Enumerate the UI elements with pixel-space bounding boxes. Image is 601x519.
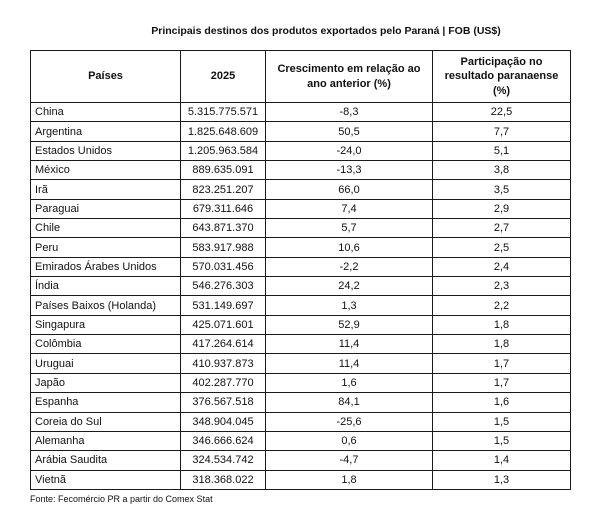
growth-cell: -24,0 bbox=[266, 142, 433, 161]
exports-2025-cell: 346.666.624 bbox=[181, 432, 266, 451]
share-cell: 1,6 bbox=[433, 393, 571, 412]
exports-2025-cell: 425.071.601 bbox=[181, 316, 266, 335]
country-cell: Espanha bbox=[31, 393, 181, 412]
country-cell: Uruguai bbox=[31, 354, 181, 373]
country-cell: Peru bbox=[31, 238, 181, 257]
growth-cell: 84,1 bbox=[266, 393, 433, 412]
growth-cell: 66,0 bbox=[266, 180, 433, 199]
share-cell: 1,5 bbox=[433, 413, 571, 432]
table-row bbox=[31, 393, 571, 412]
exports-2025-cell: 546.276.303 bbox=[181, 277, 266, 296]
exports-2025-cell: 5.315.775.571 bbox=[181, 103, 266, 122]
share-cell: 7,7 bbox=[433, 122, 571, 141]
growth-cell: -4,7 bbox=[266, 451, 433, 470]
growth-cell: -8,3 bbox=[266, 103, 433, 122]
table-row bbox=[31, 103, 571, 122]
growth-cell: 7,4 bbox=[266, 200, 433, 219]
country-cell: México bbox=[31, 161, 181, 180]
header-share: Participação no resultado paranaense (%) bbox=[433, 51, 571, 103]
table-row bbox=[31, 296, 571, 315]
header-2025: 2025 bbox=[181, 51, 266, 103]
table-row bbox=[31, 258, 571, 277]
exports-2025-cell: 318.368.022 bbox=[181, 471, 266, 490]
source-note: Fonte: Fecomércio PR a partir do Comex Stat bbox=[30, 494, 213, 504]
country-cell: Vietnã bbox=[31, 471, 181, 490]
country-cell: Argentina bbox=[31, 122, 181, 141]
table-row bbox=[31, 432, 571, 451]
country-cell: Alemanha bbox=[31, 432, 181, 451]
growth-cell: -13,3 bbox=[266, 161, 433, 180]
share-cell: 1,8 bbox=[433, 316, 571, 335]
growth-cell: 24,2 bbox=[266, 277, 433, 296]
header-growth: Crescimento em relação ao ano anterior (%) bbox=[266, 51, 433, 103]
country-cell: Países Baixos (Holanda) bbox=[31, 296, 181, 315]
share-cell: 1,3 bbox=[433, 471, 571, 490]
growth-cell: 50,5 bbox=[266, 122, 433, 141]
share-cell: 3,8 bbox=[433, 161, 571, 180]
growth-cell: 0,6 bbox=[266, 432, 433, 451]
table-row bbox=[31, 200, 571, 219]
table-row bbox=[31, 335, 571, 354]
growth-cell: -25,6 bbox=[266, 413, 433, 432]
share-cell: 22,5 bbox=[433, 103, 571, 122]
growth-cell: 11,4 bbox=[266, 335, 433, 354]
table-title: Principais destinos dos produtos exportados pelo Paraná | FOB (US$) bbox=[151, 25, 501, 37]
table-row bbox=[31, 413, 571, 432]
table-row bbox=[31, 451, 571, 470]
exports-2025-cell: 376.567.518 bbox=[181, 393, 266, 412]
share-cell: 1,7 bbox=[433, 354, 571, 373]
exports-2025-cell: 402.287.770 bbox=[181, 374, 266, 393]
exports-table bbox=[30, 50, 571, 490]
growth-cell: 52,9 bbox=[266, 316, 433, 335]
exports-2025-cell: 889.635.091 bbox=[181, 161, 266, 180]
growth-cell: 11,4 bbox=[266, 354, 433, 373]
exports-2025-cell: 1.825.648.609 bbox=[181, 122, 266, 141]
exports-2025-cell: 324.534.742 bbox=[181, 451, 266, 470]
table-row bbox=[31, 471, 571, 490]
share-cell: 1,7 bbox=[433, 374, 571, 393]
growth-cell: 1,6 bbox=[266, 374, 433, 393]
country-cell: Irã bbox=[31, 180, 181, 199]
table-row bbox=[31, 142, 571, 161]
header-countries: Países bbox=[31, 51, 181, 103]
country-cell: Estados Unidos bbox=[31, 142, 181, 161]
share-cell: 3,5 bbox=[433, 180, 571, 199]
exports-2025-cell: 1.205.963.584 bbox=[181, 142, 266, 161]
table-row bbox=[31, 122, 571, 141]
share-cell: 2,3 bbox=[433, 277, 571, 296]
exports-2025-cell: 583.917.988 bbox=[181, 238, 266, 257]
table-row bbox=[31, 180, 571, 199]
share-cell: 1,5 bbox=[433, 432, 571, 451]
share-cell: 2,7 bbox=[433, 219, 571, 238]
country-cell: Índia bbox=[31, 277, 181, 296]
growth-cell: 1,8 bbox=[266, 471, 433, 490]
share-cell: 1,4 bbox=[433, 451, 571, 470]
table-header-row bbox=[31, 51, 571, 103]
table-row bbox=[31, 316, 571, 335]
table-row bbox=[31, 219, 571, 238]
country-cell: Paraguai bbox=[31, 200, 181, 219]
growth-cell: 1,3 bbox=[266, 296, 433, 315]
exports-2025-cell: 410.937.873 bbox=[181, 354, 266, 373]
share-cell: 2,4 bbox=[433, 258, 571, 277]
growth-cell: 10,6 bbox=[266, 238, 433, 257]
share-cell: 2,2 bbox=[433, 296, 571, 315]
growth-cell: 5,7 bbox=[266, 219, 433, 238]
table-row bbox=[31, 354, 571, 373]
share-cell: 2,5 bbox=[433, 238, 571, 257]
table-row bbox=[31, 374, 571, 393]
table-row bbox=[31, 238, 571, 257]
table-row bbox=[31, 161, 571, 180]
country-cell: China bbox=[31, 103, 181, 122]
exports-2025-cell: 348.904.045 bbox=[181, 413, 266, 432]
exports-2025-cell: 643.871.370 bbox=[181, 219, 266, 238]
exports-2025-cell: 823.251.207 bbox=[181, 180, 266, 199]
table-row bbox=[31, 277, 571, 296]
country-cell: Singapura bbox=[31, 316, 181, 335]
country-cell: Japão bbox=[31, 374, 181, 393]
country-cell: Coreia do Sul bbox=[31, 413, 181, 432]
share-cell: 1,8 bbox=[433, 335, 571, 354]
country-cell: Arábia Saudita bbox=[31, 451, 181, 470]
country-cell: Emirados Árabes Unidos bbox=[31, 258, 181, 277]
exports-2025-cell: 417.264.614 bbox=[181, 335, 266, 354]
country-cell: Colômbia bbox=[31, 335, 181, 354]
share-cell: 2,9 bbox=[433, 200, 571, 219]
exports-2025-cell: 531.149.697 bbox=[181, 296, 266, 315]
exports-2025-cell: 679.311.646 bbox=[181, 200, 266, 219]
growth-cell: -2,2 bbox=[266, 258, 433, 277]
country-cell: Chile bbox=[31, 219, 181, 238]
exports-2025-cell: 570.031.456 bbox=[181, 258, 266, 277]
share-cell: 5,1 bbox=[433, 142, 571, 161]
